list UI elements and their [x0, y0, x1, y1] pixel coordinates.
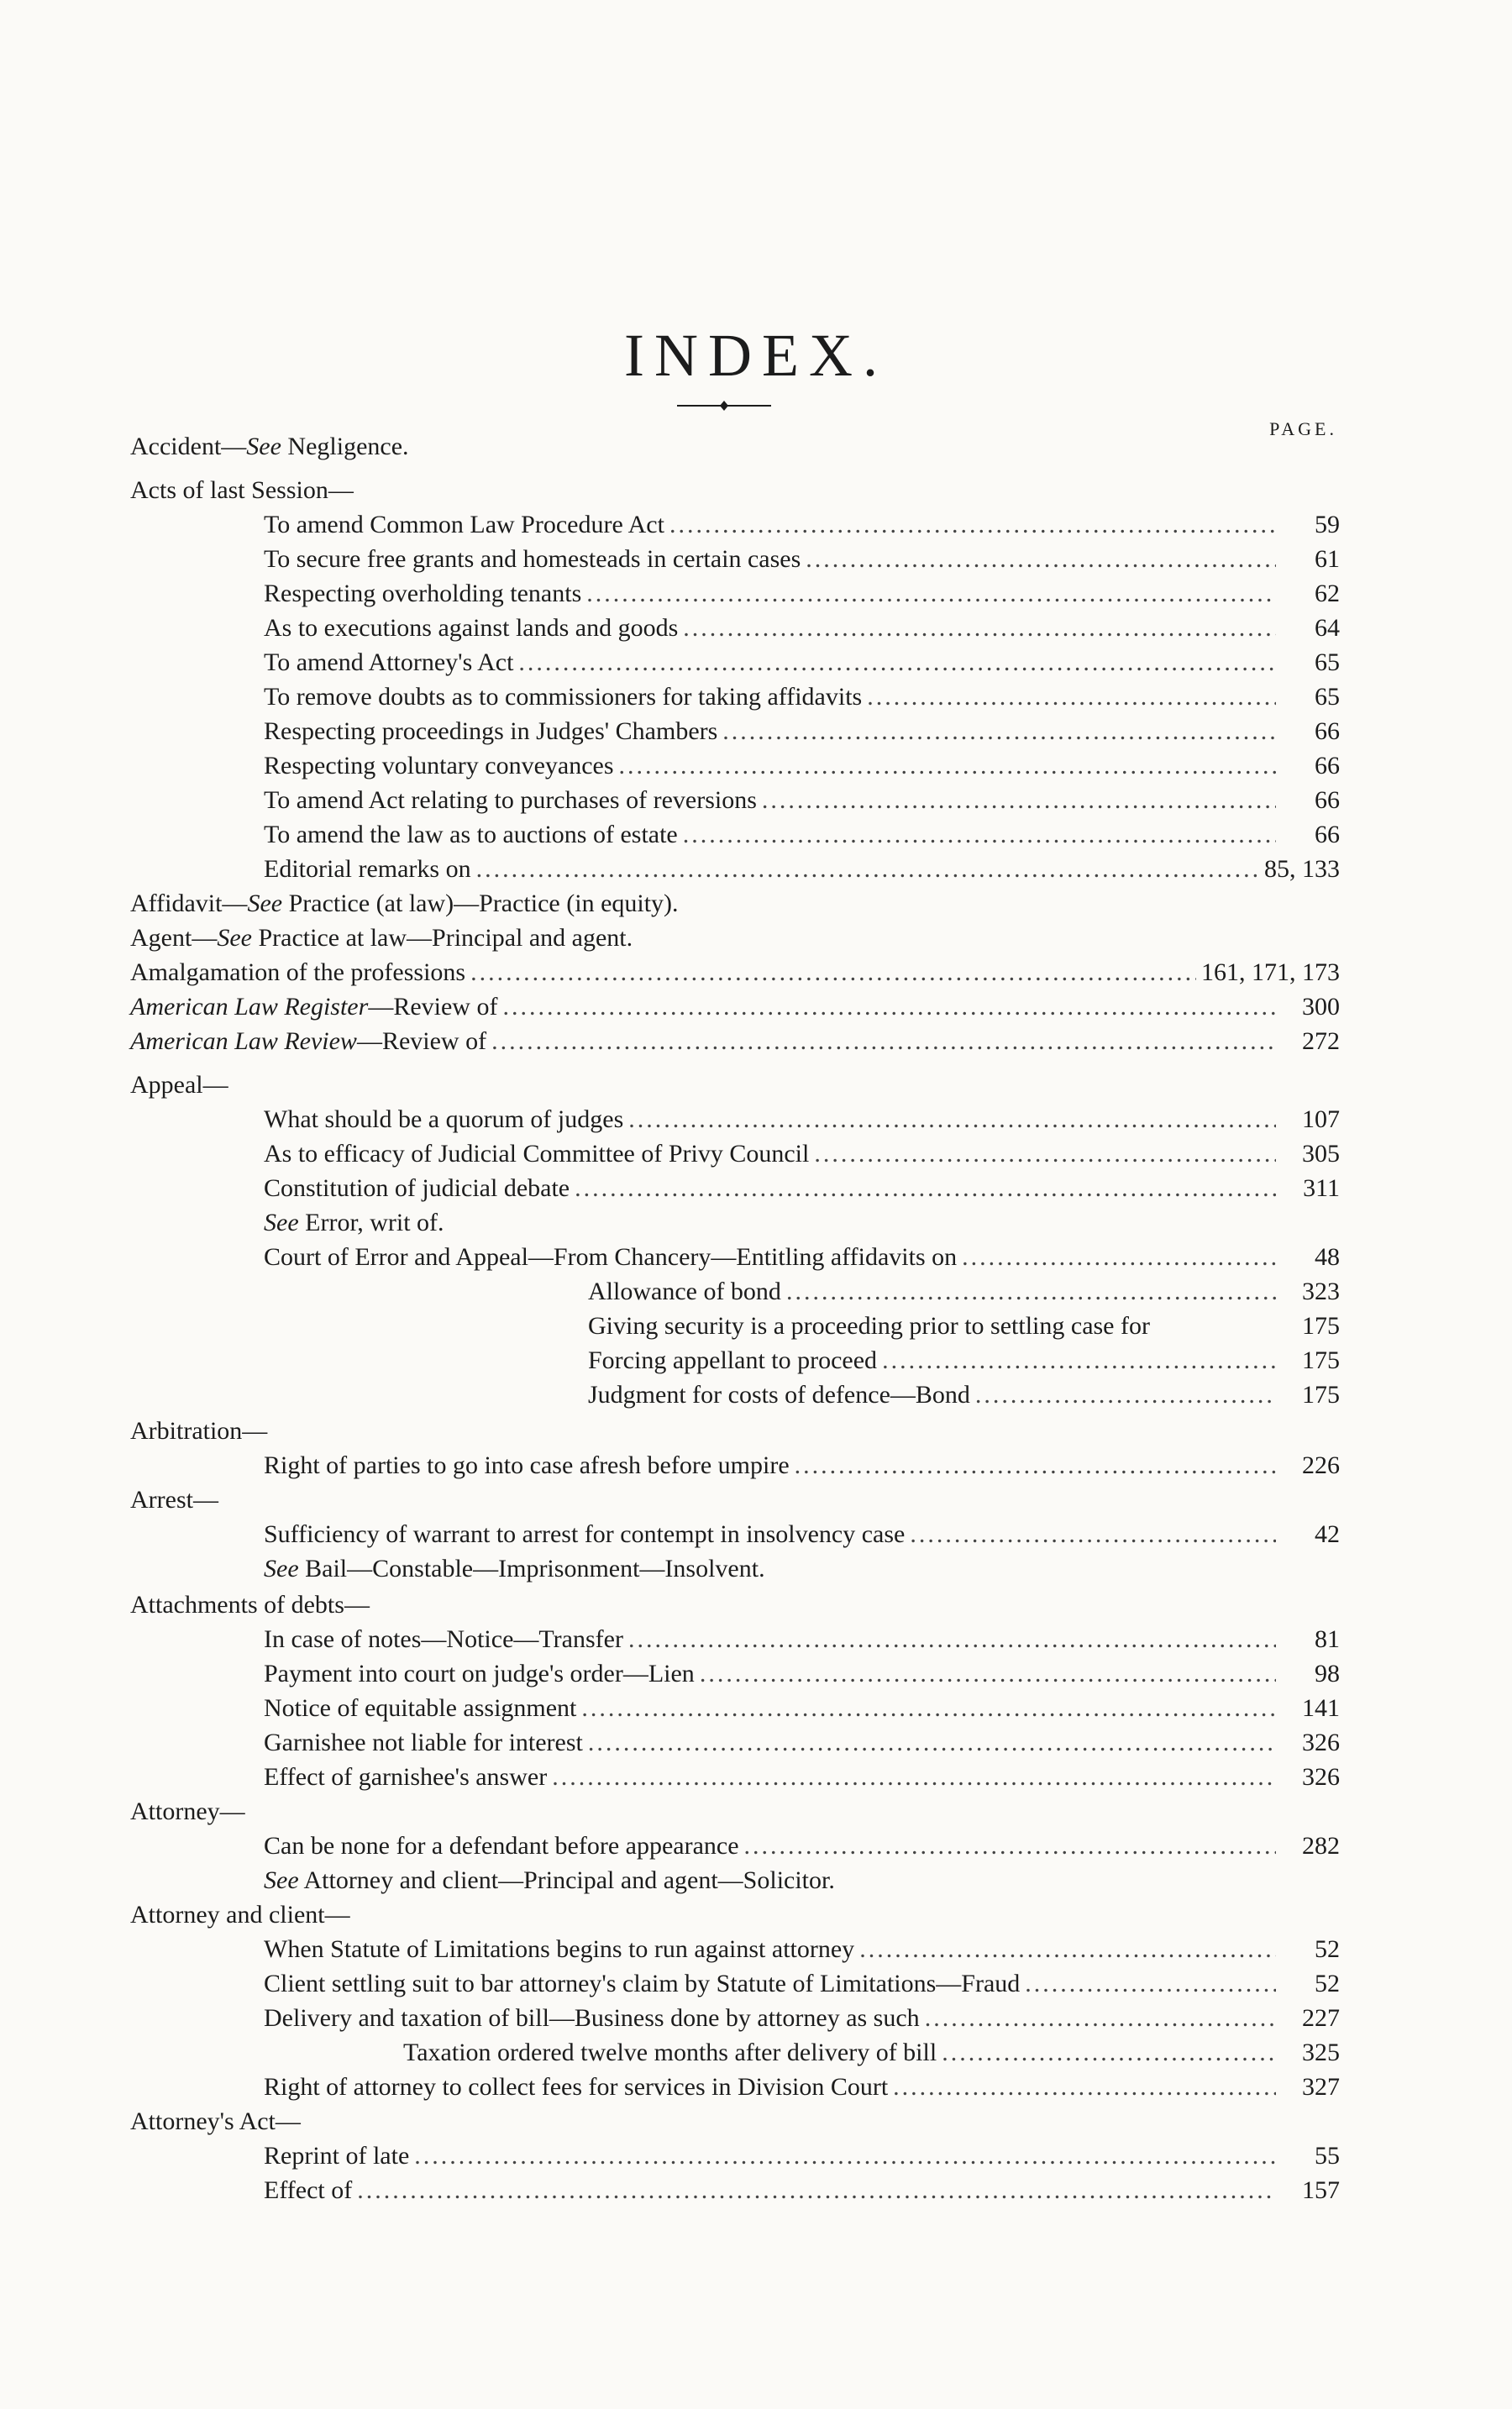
- index-entry: [264, 853, 1340, 886]
- dot-leader: [357, 2174, 1276, 2207]
- index-entry: [264, 784, 1340, 817]
- entry-text: Attorney and client—: [130, 1901, 350, 1929]
- index-entry-heading: [130, 2105, 1340, 2139]
- index-entry: [264, 749, 1340, 783]
- dot-leader: [744, 1829, 1276, 1863]
- entry-text: Attorney's Act—: [130, 2107, 301, 2135]
- index-entry: [264, 1518, 1340, 1551]
- entry-page: 66: [1315, 752, 1340, 779]
- index-entry: [588, 1378, 1340, 1412]
- dot-leader: [882, 1344, 1276, 1378]
- dot-leader: [619, 749, 1276, 783]
- index-entry-heading: [130, 1588, 1340, 1622]
- dot-leader: [588, 1726, 1276, 1760]
- entry-text: In case of notes—Notice—Transfer: [264, 1625, 623, 1653]
- entry-page: 323: [1302, 1278, 1340, 1305]
- entry-text: See Error, writ of.: [264, 1209, 444, 1236]
- index-entry: [403, 2036, 1340, 2070]
- entry-text: Arbitration—: [130, 1417, 268, 1445]
- entry-text: Delivery and taxation of bill—Business done by attorney as such: [264, 2004, 920, 2032]
- index-entry: [130, 1025, 1340, 1058]
- index-entry: [264, 611, 1340, 645]
- dot-leader: [700, 1657, 1276, 1691]
- index-entry-heading: [130, 921, 1340, 955]
- entry-text: To amend Attorney's Act: [264, 648, 514, 676]
- entry-page: 65: [1315, 648, 1340, 676]
- dot-leader: [910, 1518, 1276, 1551]
- dot-leader: [586, 577, 1276, 611]
- index-entry: [264, 1449, 1340, 1483]
- entry-page: 107: [1302, 1105, 1340, 1133]
- entry-page: 85, 133: [1264, 855, 1340, 883]
- entry-text: Arrest—: [130, 1486, 218, 1514]
- dot-leader: [683, 611, 1276, 645]
- entry-page: 282: [1302, 1832, 1340, 1860]
- entry-page: 55: [1315, 2142, 1340, 2170]
- dot-leader: [518, 646, 1276, 680]
- dot-leader: [962, 1241, 1276, 1274]
- entry-text: As to efficacy of Judicial Committee of Privy Council: [264, 1140, 810, 1168]
- dot-leader: [628, 1623, 1276, 1656]
- dot-leader: [722, 715, 1276, 748]
- entry-text: Sufficiency of warrant to arrest for contempt in insolvency case: [264, 1520, 906, 1548]
- entry-page: 175: [1302, 1381, 1340, 1409]
- dot-leader: [552, 1761, 1276, 1794]
- entry-text: American Law Register—Review of: [130, 993, 498, 1021]
- index-entry: [264, 1761, 1340, 1794]
- index-entry: [264, 577, 1340, 611]
- entry-text: Constitution of judicial debate: [264, 1174, 570, 1202]
- dot-leader: [859, 1933, 1276, 1966]
- index-entry: [264, 646, 1340, 680]
- dot-leader: [942, 2036, 1276, 2070]
- entry-page: 305: [1302, 1140, 1340, 1168]
- entry-page: 141: [1302, 1694, 1340, 1722]
- index-entry-heading: [130, 887, 1340, 921]
- entry-page: 175: [1302, 1346, 1340, 1374]
- entry-text: Giving security is a proceeding prior to settling case for: [588, 1312, 1150, 1340]
- index-entry-see-also: [264, 1552, 1340, 1586]
- index-entry: [264, 2174, 1340, 2207]
- index-entry: [588, 1275, 1340, 1309]
- entry-page: 326: [1302, 1729, 1340, 1756]
- dot-leader: [669, 508, 1276, 542]
- entry-page: 42: [1315, 1520, 1340, 1548]
- entry-page: 157: [1302, 2176, 1340, 2204]
- dot-leader: [581, 1692, 1276, 1725]
- index-entry: [264, 1137, 1340, 1171]
- entry-text: What should be a quorum of judges: [264, 1105, 624, 1133]
- entry-page: 48: [1315, 1243, 1340, 1271]
- index-entry: [264, 715, 1340, 748]
- entry-text: Respecting voluntary conveyances: [264, 752, 614, 779]
- index-entry: [264, 1103, 1340, 1136]
- entry-text: Client settling suit to bar attorney's claim by Statute of Limitations—Fraud: [264, 1970, 1021, 1997]
- dot-leader: [575, 1172, 1276, 1205]
- entry-page: 325: [1302, 2039, 1340, 2066]
- entry-text: To amend Common Law Procedure Act: [264, 511, 664, 538]
- index-entry-heading: [130, 474, 1340, 507]
- entry-page: 161, 171, 173: [1201, 958, 1340, 986]
- entry-text: Payment into court on judge's order—Lien: [264, 1660, 695, 1687]
- dot-leader: [975, 1378, 1276, 1412]
- index-entry: [264, 2070, 1340, 2104]
- entry-text: Taxation ordered twelve months after delivery of bill: [403, 2039, 937, 2066]
- index-entry-see-also: [264, 1206, 1340, 1240]
- entry-page: 81: [1315, 1625, 1340, 1653]
- index-entry-heading: [130, 1898, 1340, 1932]
- entry-page: 226: [1302, 1451, 1340, 1479]
- dot-leader: [795, 1449, 1276, 1483]
- dot-leader: [470, 956, 1196, 989]
- entry-page: 64: [1315, 614, 1340, 642]
- dot-leader: [683, 818, 1276, 852]
- dot-leader: [925, 2002, 1276, 2035]
- dot-leader: [502, 990, 1276, 1024]
- entry-text: Garnishee not liable for interest: [264, 1729, 583, 1756]
- entry-page: 311: [1303, 1174, 1340, 1202]
- entry-text: Right of attorney to collect fees for services in Division Court: [264, 2073, 889, 2101]
- entry-text: American Law Review—Review of: [130, 1027, 487, 1055]
- index-entry-see-also: [264, 1864, 1340, 1897]
- entry-text: Accident—See Negligence.: [130, 433, 409, 460]
- index-entry-heading: [130, 1483, 1340, 1517]
- entry-text: To remove doubts as to commissioners for taking affidavits: [264, 683, 863, 711]
- entry-text: Allowance of bond: [588, 1278, 781, 1305]
- index-entry: [264, 2139, 1340, 2173]
- entry-text: Effect of: [264, 2176, 353, 2204]
- entry-text: Acts of last Session—: [130, 476, 354, 504]
- entry-text: See Attorney and client—Principal and agent—Solicitor.: [264, 1866, 835, 1894]
- dot-leader: [867, 680, 1276, 714]
- entry-text: Respecting proceedings in Judges' Chambers: [264, 717, 718, 745]
- entry-text: Reprint of late: [264, 2142, 410, 2170]
- index-entry: [264, 1692, 1340, 1725]
- index-entry: [130, 956, 1340, 989]
- entry-text: Court of Error and Appeal—From Chancery—Entitling affidavits on: [264, 1243, 958, 1271]
- entry-text: Notice of equitable assignment: [264, 1694, 577, 1722]
- index-entry: [588, 1309, 1340, 1343]
- index-entry-heading: [130, 1414, 1340, 1448]
- entry-text: To amend the law as to auctions of estate: [264, 821, 678, 848]
- index-entry: [130, 990, 1340, 1024]
- index-entry: [264, 2002, 1340, 2035]
- index-entry: [264, 1241, 1340, 1274]
- index-entry: [264, 543, 1340, 576]
- dot-leader: [893, 2070, 1276, 2104]
- entry-text: Affidavit—See Practice (at law)—Practice (in equity).: [130, 890, 679, 917]
- dot-leader: [762, 784, 1276, 817]
- entry-text: To amend Act relating to purchases of reversions: [264, 786, 757, 814]
- entry-text: Attachments of debts—: [130, 1591, 370, 1619]
- dot-leader: [491, 1025, 1276, 1058]
- entry-text: Forcing appellant to proceed: [588, 1346, 878, 1374]
- entry-page: 61: [1315, 545, 1340, 573]
- index-entry: [264, 1657, 1340, 1691]
- entry-text: Effect of garnishee's answer: [264, 1763, 548, 1791]
- index-entry-heading: [130, 1795, 1340, 1829]
- index-entry-heading: [130, 430, 1340, 464]
- entry-page: 65: [1315, 683, 1340, 711]
- index-entry-heading: [130, 1068, 1340, 1102]
- entry-page: 59: [1315, 511, 1340, 538]
- page-title: INDEX.: [624, 322, 888, 389]
- index-entry: [588, 1344, 1340, 1378]
- entry-page: 52: [1315, 1970, 1340, 1997]
- entry-text: Appeal—: [130, 1071, 228, 1099]
- entry-text: Amalgamation of the professions: [130, 958, 466, 986]
- entry-page: 66: [1315, 821, 1340, 848]
- index-entry: [264, 1967, 1340, 2001]
- entry-text: When Statute of Limitations begins to run against attorney: [264, 1935, 855, 1963]
- entry-page: 272: [1302, 1027, 1340, 1055]
- entry-page: 326: [1302, 1763, 1340, 1791]
- index-entry: [264, 1172, 1340, 1205]
- entry-text: Right of parties to go into case afresh before umpire: [264, 1451, 790, 1479]
- ornament-rule-icon: [677, 400, 771, 412]
- entry-text: Respecting overholding tenants: [264, 580, 582, 607]
- entry-text: Agent—See Practice at law—Principal and agent.: [130, 924, 633, 952]
- entry-page: 175: [1302, 1312, 1340, 1340]
- entry-text: Judgment for costs of defence—Bond: [588, 1381, 970, 1409]
- entry-page: 66: [1315, 717, 1340, 745]
- dot-leader: [414, 2139, 1276, 2173]
- entry-page: 66: [1315, 786, 1340, 814]
- entry-text: Attorney—: [130, 1798, 245, 1825]
- entry-page: 300: [1302, 993, 1340, 1021]
- entry-text: Can be none for a defendant before appearance: [264, 1832, 739, 1860]
- dot-leader: [476, 853, 1259, 886]
- index-entry: [264, 508, 1340, 542]
- entry-text: As to executions against lands and goods: [264, 614, 679, 642]
- dot-leader: [814, 1137, 1276, 1171]
- index-entry: [264, 680, 1340, 714]
- entry-page: 62: [1315, 580, 1340, 607]
- page-column-header: PAGE.: [1269, 418, 1337, 439]
- dot-leader: [786, 1275, 1276, 1309]
- dot-leader: [628, 1103, 1276, 1136]
- entry-page: 98: [1315, 1660, 1340, 1687]
- index-entry: [264, 1933, 1340, 1966]
- entry-page: 227: [1302, 2004, 1340, 2032]
- dot-leader: [1025, 1967, 1276, 2001]
- index-entry: [264, 1829, 1340, 1863]
- entry-page: 327: [1302, 2073, 1340, 2101]
- entry-text: See Bail—Constable—Imprisonment—Insolvent.: [264, 1555, 765, 1582]
- index-entry: [264, 818, 1340, 852]
- dot-leader: [806, 543, 1276, 576]
- index-entry: [264, 1726, 1340, 1760]
- index-entry: [264, 1623, 1340, 1656]
- entry-text: To secure free grants and homesteads in certain cases: [264, 545, 801, 573]
- entry-page: 52: [1315, 1935, 1340, 1963]
- entry-text: Editorial remarks on: [264, 855, 471, 883]
